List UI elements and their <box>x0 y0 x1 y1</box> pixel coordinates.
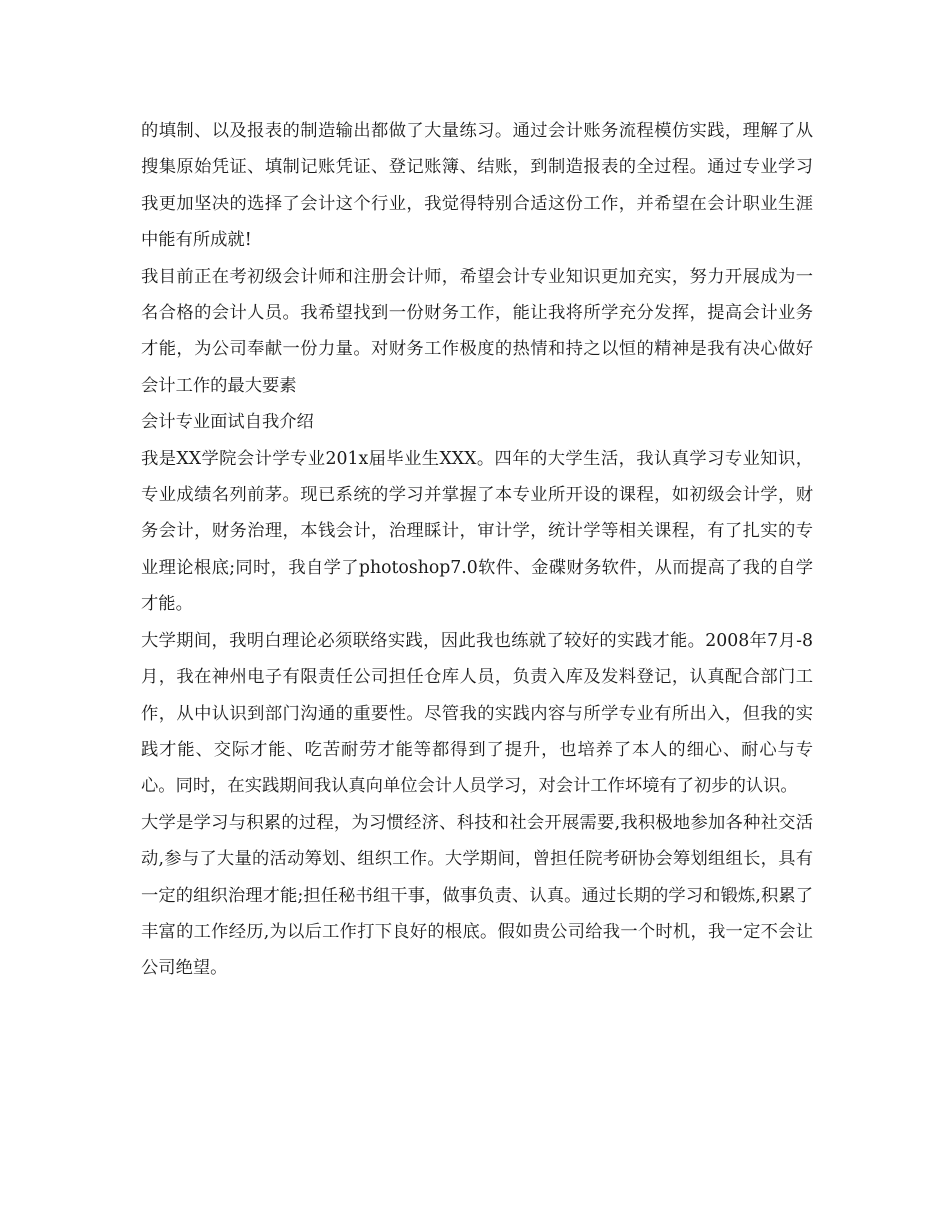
paragraph-activities: 大学是学习与积累的过程，为习惯经济、科技和社会开展需要,我积极地参加各种社交活动,参与了大量的活动筹划、组织工作。大学期间，曾担任院考研协会筹划组组长，具有一定的组织治理才能;担任秘书组干事，做事负责、认真。通过长期的学习和锻炼,积累了丰富的工作经历,为以后工作打下良好的根底。假如贵公司给我一个时机，我一定不会让公司绝望。 <box>141 812 813 979</box>
paragraph-accounting-practice: 的填制、以及报表的制造输出都做了大量练习。通过会计账务流程模仿实践，理解了从搜集原始凭证、填制记账凭证、登记账簿、结账，到制造报表的全过程。通过专业学习我更加坚决的选择了会计这个行业，我觉得特别合适这份工作，并希望在会计职业生涯中能有所成就! <box>141 121 813 251</box>
paragraph-internship: 大学期间，我明白理论必须联络实践，因此我也练就了较好的实践才能。2008年7月-8月，我在神州电子有限责任公司担任仓库人员，负责入库及发料登记，认真配合部门工作，从中认识到部门沟通的重要性。尽管我的实践内容与所学专业有所出入，但我的实践才能、交际才能、吃苦耐劳才能等都得到了提升，也培养了本人的细心、耐心与专心。同时，在实践期间我认真向单位会计人员学习，对会计工作坏境有了初步的认识。 <box>141 630 813 797</box>
paragraph-career-goal: 我目前正在考初级会计师和注册会计师，希望会计专业知识更加充实，努力开展成为一名合格的会计人员。我希望找到一份财务工作，能让我将所学充分发挥，提高会计业务才能，为公司奉献一份力量。对财务工作极度的热情和持之以恒的精神是我有决心做好会计工作的最大要素 <box>141 266 813 396</box>
paragraph-education: 我是XX学院会计学专业201x届毕业生XXX。四年的大学生活，我认真学习专业知识，专业成绩名列前茅。现已系统的学习并掌握了本专业所开设的课程，如初级会计学，财务会计，财务治理，本钱会计，治理睬计，审计学，统计学等相关课程，有了扎实的专业理论根底;同时，我自学了photoshop7.0软件、金碟财务软件，从而提高了我的自学才能。 <box>141 448 813 615</box>
document-body <box>141 113 813 987</box>
section-heading: 会计专业面试自我介绍 <box>141 412 314 433</box>
